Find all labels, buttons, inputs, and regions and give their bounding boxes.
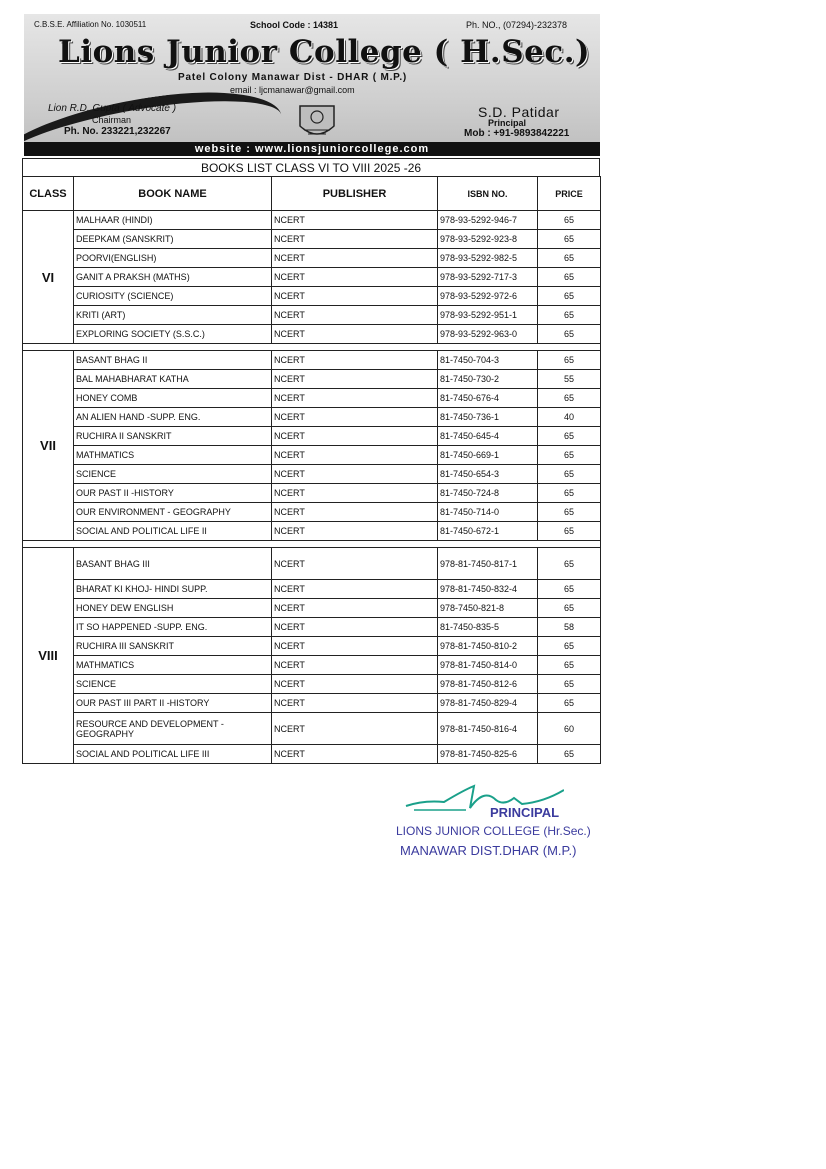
- isbn-cell: 81-7450-654-3: [438, 465, 538, 484]
- book-name-cell: CURIOSITY (SCIENCE): [74, 287, 272, 306]
- publisher-cell: NCERT: [272, 656, 438, 675]
- table-row: [23, 745, 601, 764]
- table-row: [23, 230, 601, 249]
- book-name-cell: IT SO HAPPENED -SUPP. ENG.: [74, 618, 272, 637]
- price-cell: 65: [538, 580, 601, 599]
- price-cell: 65: [538, 268, 601, 287]
- price-cell: 55: [538, 370, 601, 389]
- affiliation-number: C.B.S.E. Affiliation No. 1030511: [34, 20, 147, 29]
- publisher-cell: NCERT: [272, 351, 438, 370]
- publisher-cell: NCERT: [272, 548, 438, 580]
- principal-name: S.D. Patidar: [478, 104, 560, 120]
- publisher-cell: NCERT: [272, 370, 438, 389]
- book-name-cell: KRITI (ART): [74, 306, 272, 325]
- isbn-cell: 81-7450-736-1: [438, 408, 538, 427]
- publisher-cell: NCERT: [272, 211, 438, 230]
- table-row: [23, 211, 601, 230]
- group-separator: [23, 344, 601, 351]
- separator-cell: [74, 541, 538, 548]
- publisher-cell: NCERT: [272, 268, 438, 287]
- book-name-cell: MALHAAR (HINDI): [74, 211, 272, 230]
- isbn-cell: 81-7450-730-2: [438, 370, 538, 389]
- table-row: [23, 599, 601, 618]
- separator-cell: [538, 344, 601, 351]
- table-row: [23, 522, 601, 541]
- table-row: [23, 389, 601, 408]
- book-name-cell: BHARAT KI KHOJ- HINDI SUPP.: [74, 580, 272, 599]
- price-cell: 60: [538, 713, 601, 745]
- book-name-cell: OUR PAST II -HISTORY: [74, 484, 272, 503]
- school-code: School Code : 14381: [250, 20, 339, 30]
- chairman-title: Chairman: [92, 115, 132, 125]
- price-cell: 65: [538, 211, 601, 230]
- isbn-cell: 978-93-5292-972-6: [438, 287, 538, 306]
- isbn-cell: 978-81-7450-817-1: [438, 548, 538, 580]
- table-row: [23, 446, 601, 465]
- chairman-name: Lion R.D. Gupta ( Advocate ): [48, 103, 177, 114]
- publisher-cell: NCERT: [272, 675, 438, 694]
- group-separator: [23, 541, 601, 548]
- isbn-cell: 978-81-7450-812-6: [438, 675, 538, 694]
- book-name-cell: HONEY DEW ENGLISH: [74, 599, 272, 618]
- table-row: [23, 287, 601, 306]
- isbn-cell: 978-93-5292-982-5: [438, 249, 538, 268]
- price-cell: 65: [538, 745, 601, 764]
- class-cell: VIII: [23, 548, 74, 764]
- separator-cell: [74, 344, 538, 351]
- price-cell: 65: [538, 465, 601, 484]
- isbn-cell: 81-7450-704-3: [438, 351, 538, 370]
- table-row: [23, 465, 601, 484]
- price-cell: 65: [538, 503, 601, 522]
- isbn-cell: 81-7450-672-1: [438, 522, 538, 541]
- price-cell: 65: [538, 389, 601, 408]
- table-row: [23, 249, 601, 268]
- letterhead: [24, 14, 600, 156]
- principal-title: Principal: [488, 118, 527, 128]
- publisher-cell: NCERT: [272, 446, 438, 465]
- book-name-cell: BASANT BHAG III: [74, 548, 272, 580]
- book-name-cell: EXPLORING SOCIETY (S.S.C.): [74, 325, 272, 344]
- book-name-cell: DEEPKAM (SANSKRIT): [74, 230, 272, 249]
- isbn-cell: 978-81-7450-825-6: [438, 745, 538, 764]
- price-cell: 65: [538, 249, 601, 268]
- isbn-cell: 978-81-7450-810-2: [438, 637, 538, 656]
- price-cell: 65: [538, 351, 601, 370]
- class-cell: VII: [23, 351, 74, 541]
- isbn-cell: 978-81-7450-816-4: [438, 713, 538, 745]
- isbn-cell: 81-7450-835-5: [438, 618, 538, 637]
- isbn-cell: 978-93-5292-963-0: [438, 325, 538, 344]
- table-row: [23, 370, 601, 389]
- isbn-cell: 81-7450-669-1: [438, 446, 538, 465]
- publisher-cell: NCERT: [272, 484, 438, 503]
- publisher-cell: NCERT: [272, 618, 438, 637]
- table-row: [23, 427, 601, 446]
- principal-stamp: [392, 782, 622, 872]
- table-row: [23, 618, 601, 637]
- price-cell: 65: [538, 306, 601, 325]
- book-name-cell: BAL MAHABHARAT KATHA: [74, 370, 272, 389]
- separator-cell: [538, 541, 601, 548]
- publisher-cell: NCERT: [272, 306, 438, 325]
- chairman-phone: Ph. No. 233221,232267: [64, 126, 171, 137]
- header-price: PRICE: [538, 177, 601, 211]
- price-cell: 40: [538, 408, 601, 427]
- book-name-cell: RUCHIRA III SANSKRIT: [74, 637, 272, 656]
- publisher-cell: NCERT: [272, 580, 438, 599]
- book-name-cell: GANIT A PRAKSH (MATHS): [74, 268, 272, 287]
- isbn-cell: 978-81-7450-829-4: [438, 694, 538, 713]
- header-publisher: PUBLISHER: [272, 177, 438, 211]
- book-name-cell: RUCHIRA II SANSKRIT: [74, 427, 272, 446]
- price-cell: 65: [538, 427, 601, 446]
- table-row: [23, 325, 601, 344]
- website-link: website : www.lionsjuniorcollege.com: [194, 143, 430, 155]
- price-cell: 65: [538, 522, 601, 541]
- table-row: [23, 694, 601, 713]
- isbn-cell: 978-93-5292-946-7: [438, 211, 538, 230]
- lions-emblem-icon: [294, 100, 340, 144]
- book-name-cell: RESOURCE AND DEVELOPMENT - GEOGRAPHY: [74, 713, 272, 745]
- table-row: [23, 713, 601, 745]
- publisher-cell: NCERT: [272, 637, 438, 656]
- table-body: [23, 211, 601, 764]
- college-email: email : ljcmanawar@gmail.com: [230, 85, 355, 95]
- book-name-cell: AN ALIEN HAND -SUPP. ENG.: [74, 408, 272, 427]
- header-book-name: BOOK NAME: [74, 177, 272, 211]
- book-name-cell: MATHMATICS: [74, 446, 272, 465]
- isbn-cell: 81-7450-676-4: [438, 389, 538, 408]
- table-row: [23, 268, 601, 287]
- publisher-cell: NCERT: [272, 745, 438, 764]
- book-name-cell: SCIENCE: [74, 465, 272, 484]
- book-name-cell: OUR PAST III PART II -HISTORY: [74, 694, 272, 713]
- table-row: [23, 351, 601, 370]
- college-address: Patel Colony Manawar Dist - DHAR ( M.P.): [178, 72, 408, 83]
- price-cell: 65: [538, 599, 601, 618]
- publisher-cell: NCERT: [272, 522, 438, 541]
- book-name-cell: MATHMATICS: [74, 656, 272, 675]
- table-row: [23, 675, 601, 694]
- stamp-title: PRINCIPAL: [490, 805, 560, 820]
- principal-mobile: Mob : +91-9893842221: [464, 128, 570, 139]
- isbn-cell: 978-93-5292-951-1: [438, 306, 538, 325]
- table-row: [23, 306, 601, 325]
- stamp-college-name: LIONS JUNIOR COLLEGE (Hr.Sec.): [396, 824, 591, 838]
- separator-cell: [23, 344, 74, 351]
- book-name-cell: SCIENCE: [74, 675, 272, 694]
- price-cell: 65: [538, 656, 601, 675]
- publisher-cell: NCERT: [272, 389, 438, 408]
- table-row: [23, 408, 601, 427]
- isbn-cell: 978-81-7450-832-4: [438, 580, 538, 599]
- table-row: [23, 503, 601, 522]
- publisher-cell: NCERT: [272, 503, 438, 522]
- table-row: [23, 484, 601, 503]
- isbn-cell: 81-7450-724-8: [438, 484, 538, 503]
- table-row: [23, 580, 601, 599]
- publisher-cell: NCERT: [272, 249, 438, 268]
- price-cell: 65: [538, 675, 601, 694]
- book-name-cell: OUR ENVIRONMENT - GEOGRAPHY: [74, 503, 272, 522]
- price-cell: 65: [538, 287, 601, 306]
- stamp-address: MANAWAR DIST.DHAR (M.P.): [400, 843, 577, 858]
- isbn-cell: 81-7450-714-0: [438, 503, 538, 522]
- book-name-cell: SOCIAL AND POLITICAL LIFE II: [74, 522, 272, 541]
- book-name-cell: POORVI(ENGLISH): [74, 249, 272, 268]
- publisher-cell: NCERT: [272, 713, 438, 745]
- books-list-title: BOOKS LIST CLASS VI TO VIII 2025 -26: [22, 158, 600, 176]
- price-cell: 65: [538, 446, 601, 465]
- price-cell: 65: [538, 637, 601, 656]
- table-header-row: [23, 177, 601, 211]
- publisher-cell: NCERT: [272, 599, 438, 618]
- price-cell: 65: [538, 484, 601, 503]
- price-cell: 65: [538, 548, 601, 580]
- isbn-cell: 978-81-7450-814-0: [438, 656, 538, 675]
- price-cell: 65: [538, 230, 601, 249]
- table-row: [23, 656, 601, 675]
- separator-cell: [23, 541, 74, 548]
- class-cell: VI: [23, 211, 74, 344]
- publisher-cell: NCERT: [272, 287, 438, 306]
- header-class: CLASS: [23, 177, 74, 211]
- book-name-cell: BASANT BHAG II: [74, 351, 272, 370]
- college-name: Lions Junior College ( H.Sec.): [58, 34, 591, 70]
- isbn-cell: 978-93-5292-923-8: [438, 230, 538, 249]
- publisher-cell: NCERT: [272, 465, 438, 484]
- book-name-cell: HONEY COMB: [74, 389, 272, 408]
- price-cell: 65: [538, 325, 601, 344]
- publisher-cell: NCERT: [272, 408, 438, 427]
- publisher-cell: NCERT: [272, 694, 438, 713]
- table-row: [23, 637, 601, 656]
- book-name-cell: SOCIAL AND POLITICAL LIFE III: [74, 745, 272, 764]
- publisher-cell: NCERT: [272, 427, 438, 446]
- price-cell: 58: [538, 618, 601, 637]
- isbn-cell: 81-7450-645-4: [438, 427, 538, 446]
- price-cell: 65: [538, 694, 601, 713]
- school-phone: Ph. NO., (07294)-232378: [466, 20, 568, 30]
- isbn-cell: 978-7450-821-8: [438, 599, 538, 618]
- publisher-cell: NCERT: [272, 325, 438, 344]
- isbn-cell: 978-93-5292-717-3: [438, 268, 538, 287]
- publisher-cell: NCERT: [272, 230, 438, 249]
- header-isbn: ISBN NO.: [438, 177, 538, 211]
- books-table: [22, 176, 601, 764]
- table-row: [23, 548, 601, 580]
